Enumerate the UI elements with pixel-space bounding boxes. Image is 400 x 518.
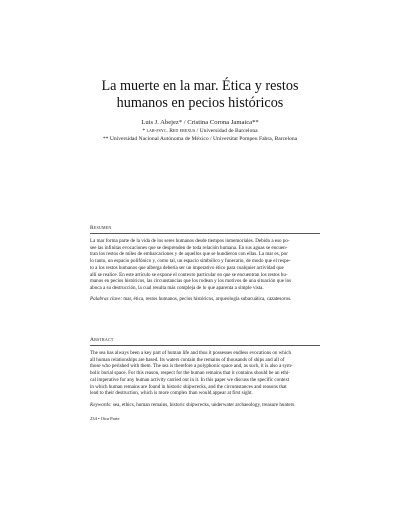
affiliation-1-rest: / Universidad de Barcelona (196, 128, 258, 134)
affiliation-2: ** Universidad Nacional Autónoma de México / Universitat Pompeu Fabra, Barcelona (102, 136, 298, 142)
abstract-rule (90, 345, 320, 346)
title-line-1: La muerte en la mar. Ética y restos (101, 78, 299, 94)
affiliation-1-marker: * (142, 128, 146, 134)
resumen-line: lo tanto, un espacio polifónico y, como tal, un espacio simbólico y funerario, de modo que el respe- (90, 258, 291, 265)
resumen-line: tran los restos de miles de embarcaciones y de aquellos que se hundieron con ellas. La mar es, por (90, 251, 288, 258)
resumen-line: to a los restos humanos que alberga debería ser un imperativo ético para cualquier actividad que (90, 264, 284, 271)
keywords (90, 402, 320, 409)
abstract-line: all human relationships are based. Its waters contain the remains of thousands of ships and all of (90, 356, 285, 363)
page-footer: 234 • Otra Parte (90, 416, 120, 421)
abstract-line: those who perished with them. The sea is therefore a polyphonic space and, as such, it is also a sym- (90, 363, 293, 370)
abstract-paragraph (90, 350, 320, 397)
author-names: Luis J. Abejez* / Cristina Corona Jamaica** (141, 119, 259, 126)
resumen-rule (90, 233, 320, 234)
resumen-line: manos en pecios históricos, las circunstancias que los rodean y los motivos de una situación que los (90, 278, 292, 285)
palabras-clave-text: mar, ética, restos humanos, pecios históricos, arqueología subacuática, cazatesoros. (123, 296, 292, 302)
abstract-heading: Abstract (90, 337, 114, 343)
resumen-heading: Resumen (90, 225, 112, 231)
resumen-line: aboca a su destrucción, la cual resulta más compleja de lo que aparenta a simple vista. (90, 284, 264, 291)
abstract-line: in which human remains are found in historic shipwrecks, and the circumstances and reasons that (90, 383, 287, 390)
title-line-2: humanos en pecios históricos (116, 95, 284, 111)
affiliation-1 (30, 128, 370, 135)
palabras-clave (90, 296, 320, 303)
resumen-line: see las infinitas evocaciones que se desprenden de toda relación humana. En sus aguas se encuen- (90, 244, 288, 251)
keywords-label: Keywords: (90, 402, 112, 408)
abstract-line: cal imperative for any human activity carried out in it. In this paper we discuss the specific context (90, 376, 290, 383)
abstract-line: The sea has always been a key part of human life and thus it possesses endless evocations on which (90, 350, 291, 356)
affiliation-1-org: lab-fsyc. Red erexus (146, 128, 196, 134)
resumen-paragraph (90, 238, 320, 292)
abstract-line: bolic burial space. For this reason, respect for the human remains that it contains should be an ethi- (90, 370, 290, 377)
resumen-line: allí se realice. En este artículo se expone el contexto particular en que se encuentran los restos hu- (90, 271, 288, 278)
palabras-clave-label: Palabras clave: (90, 296, 123, 302)
article-title (60, 78, 340, 112)
keywords-text: sea, ethics, human remains, historic shipwrecks, underwater archaeology, treasure hunters. (112, 402, 296, 408)
abstract-line: lead to their destruction, which is more complex than would appear at first sight. (90, 390, 253, 397)
resumen-line: La mar forma parte de la vida de los seres humanos desde tiempos inmemoriales. Debido a eso po- (90, 238, 290, 244)
